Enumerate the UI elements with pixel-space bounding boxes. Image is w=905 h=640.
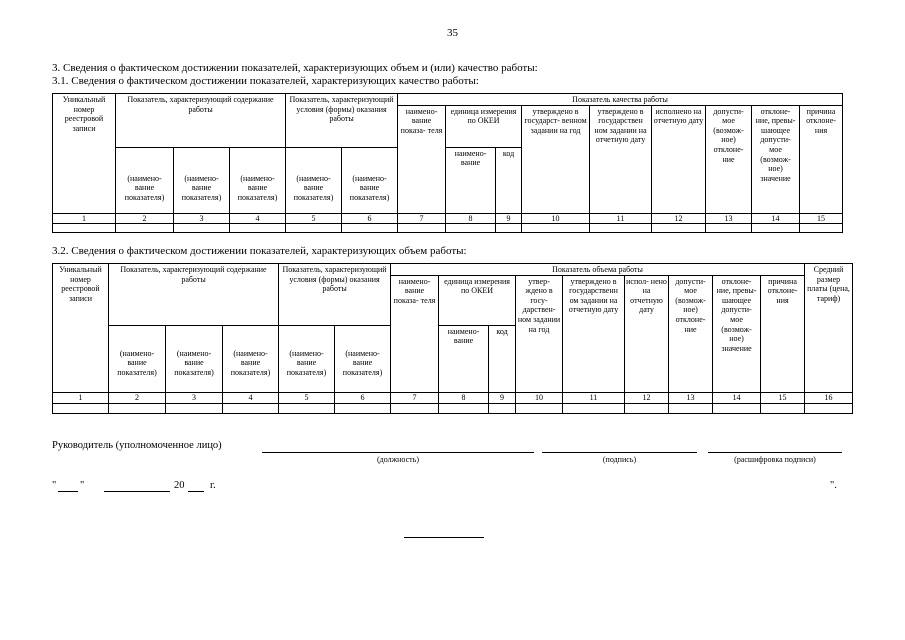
unit-name-header: наимено- вание xyxy=(439,325,489,392)
data-cell[interactable] xyxy=(761,403,805,413)
column-number: 11 xyxy=(563,392,625,403)
sub-name-header: (наимено- вание показателя) xyxy=(223,325,279,392)
column-number: 9 xyxy=(496,213,522,223)
data-cell[interactable] xyxy=(713,403,761,413)
sub-name-header: (наимено- вание показателя) xyxy=(230,147,286,213)
data-cell[interactable] xyxy=(398,223,446,232)
column-number: 2 xyxy=(116,213,174,223)
data-cell[interactable] xyxy=(805,403,853,413)
column-number: 4 xyxy=(223,392,279,403)
data-cell[interactable] xyxy=(53,403,109,413)
sub-name-header: (наимено- вание показателя) xyxy=(116,147,174,213)
executed-header: исполнено на отчетную дату xyxy=(652,105,706,213)
volume-table xyxy=(52,263,853,414)
conditions-indicator-header: Показатель, характеризующий условия (формы) оказания работы xyxy=(286,94,398,148)
okei-unit-header: единица измерения по ОКЕИ xyxy=(439,275,516,325)
day-field[interactable] xyxy=(58,491,78,492)
trailing-quote: ". xyxy=(830,480,837,491)
section-3-1-heading: 3.1. Сведения о фактическом достижении показателей, характеризующих качество работы: xyxy=(52,75,479,87)
approved-year-header: утвер- ждено в госу- дарствен- ном задании на год xyxy=(516,275,563,392)
exceeding-deviation-header: отклоне- ние, превы- шающее допусти- мое (возмож- ное) значение xyxy=(752,105,800,213)
approved-year-header: утверждено в государст- венном задании на год xyxy=(522,105,590,213)
average-price-header: Средний размер платы (цена, тариф) xyxy=(805,264,853,393)
column-number: 12 xyxy=(625,392,669,403)
data-cell[interactable] xyxy=(652,223,706,232)
column-number: 7 xyxy=(391,392,439,403)
data-cell[interactable] xyxy=(342,223,398,232)
data-cell[interactable] xyxy=(174,223,230,232)
data-cell[interactable] xyxy=(53,223,116,232)
column-number: 11 xyxy=(590,213,652,223)
column-number: 5 xyxy=(286,213,342,223)
data-cell[interactable] xyxy=(439,403,489,413)
column-number: 3 xyxy=(166,392,223,403)
okei-unit-header: единица измерения по ОКЕИ xyxy=(446,105,522,147)
table-row xyxy=(53,403,853,413)
column-number: 14 xyxy=(713,392,761,403)
page-number: 35 xyxy=(447,27,458,39)
column-number: 8 xyxy=(446,213,496,223)
head-signature-label: Руководитель (уполномоченное лицо) xyxy=(52,440,222,451)
column-number: 16 xyxy=(805,392,853,403)
column-number: 10 xyxy=(522,213,590,223)
column-number: 6 xyxy=(335,392,391,403)
data-cell[interactable] xyxy=(279,403,335,413)
quality-table xyxy=(52,93,843,233)
column-number: 1 xyxy=(53,213,116,223)
column-number: 3 xyxy=(174,213,230,223)
data-cell[interactable] xyxy=(489,403,516,413)
deviation-reason-header: причина отклоне- ния xyxy=(800,105,843,213)
signature-line[interactable] xyxy=(542,452,697,453)
column-number: 15 xyxy=(800,213,843,223)
position-caption: (должность) xyxy=(377,455,419,464)
data-cell[interactable] xyxy=(496,223,522,232)
footer-divider xyxy=(404,537,484,538)
column-number: 2 xyxy=(109,392,166,403)
indicator-name-header: наимено- вание показа- теля xyxy=(391,275,439,392)
column-number: 9 xyxy=(489,392,516,403)
content-indicator-header: Показатель, характеризующий содержание работы xyxy=(109,264,279,326)
unit-name-header: наимено- вание xyxy=(446,147,496,213)
year-prefix: 20 xyxy=(174,480,185,491)
unit-code-header: код xyxy=(489,325,516,392)
column-number: 12 xyxy=(652,213,706,223)
column-number: 6 xyxy=(342,213,398,223)
allowed-deviation-header: допусти- мое (возмож- ное) отклоне- ние xyxy=(669,275,713,392)
sub-name-header: (наимено- вание показателя) xyxy=(174,147,230,213)
date-open-quote: " xyxy=(52,480,57,491)
column-number: 13 xyxy=(706,213,752,223)
executed-header: испол- нено на отчетную дату xyxy=(625,275,669,392)
sub-name-header: (наимено- вание показателя) xyxy=(286,147,342,213)
data-cell[interactable] xyxy=(335,403,391,413)
data-cell[interactable] xyxy=(166,403,223,413)
table-row xyxy=(53,223,843,232)
sub-name-header: (наимено- вание показателя) xyxy=(109,325,166,392)
unique-number-header: Уникальный номер реестровой записи xyxy=(53,264,109,393)
column-number: 8 xyxy=(439,392,489,403)
year-suffix: г. xyxy=(210,480,216,491)
column-number: 1 xyxy=(53,392,109,403)
approved-report-date-header: утверждено в государственн ом задании на отчетную дату xyxy=(563,275,625,392)
deviation-reason-header: причина отклоне- ния xyxy=(761,275,805,392)
data-cell[interactable] xyxy=(286,223,342,232)
data-cell[interactable] xyxy=(446,223,496,232)
quality-group-header: Показатель качества работы xyxy=(398,94,843,106)
approved-report-date-header: утверждено в государствен ном задании на отчетную дату xyxy=(590,105,652,213)
position-line[interactable] xyxy=(262,452,534,453)
exceeding-deviation-header: отклоне- ние, превы- шающее допусти- мое (возмож- ное) значение xyxy=(713,275,761,392)
column-number: 4 xyxy=(230,213,286,223)
month-field[interactable] xyxy=(104,491,170,492)
sub-name-header: (наимено- вание показателя) xyxy=(342,147,398,213)
date-close-quote: " xyxy=(80,480,85,491)
section-3-heading: 3. Сведения о фактическом достижении показателей, характеризующих объем и (или) качество работы: xyxy=(52,62,538,74)
column-number: 15 xyxy=(761,392,805,403)
data-cell[interactable] xyxy=(706,223,752,232)
section-3-2-heading: 3.2. Сведения о фактическом достижении показателей, характеризующих объем работы: xyxy=(52,245,467,257)
data-cell[interactable] xyxy=(522,223,590,232)
data-cell[interactable] xyxy=(800,223,843,232)
data-cell[interactable] xyxy=(625,403,669,413)
data-cell[interactable] xyxy=(563,403,625,413)
year-field[interactable] xyxy=(188,491,204,492)
data-cell[interactable] xyxy=(752,223,800,232)
column-number: 5 xyxy=(279,392,335,403)
column-number: 10 xyxy=(516,392,563,403)
decoding-caption: (расшифровка подписи) xyxy=(734,455,816,464)
data-cell[interactable] xyxy=(516,403,563,413)
indicator-name-header: наимено- вание показа- теля xyxy=(398,105,446,213)
column-number: 14 xyxy=(752,213,800,223)
data-cell[interactable] xyxy=(590,223,652,232)
allowed-deviation-header: допусти- мое (возмож- ное) отклоне- ние xyxy=(706,105,752,213)
column-number: 13 xyxy=(669,392,713,403)
sub-name-header: (наимено- вание показателя) xyxy=(335,325,391,392)
signature-caption: (подпись) xyxy=(602,455,637,464)
data-cell[interactable] xyxy=(391,403,439,413)
data-cell[interactable] xyxy=(109,403,166,413)
conditions-indicator-header: Показатель, характеризующий условия (формы) оказания работы xyxy=(279,264,391,326)
data-cell[interactable] xyxy=(116,223,174,232)
sub-name-header: (наимено- вание показателя) xyxy=(166,325,223,392)
decoding-line[interactable] xyxy=(708,452,842,453)
sub-name-header: (наимено- вание показателя) xyxy=(279,325,335,392)
unique-number-header: Уникальный номер реестровой записи xyxy=(53,94,116,214)
column-number: 7 xyxy=(398,213,446,223)
volume-group-header: Показатель объема работы xyxy=(391,264,805,276)
data-cell[interactable] xyxy=(230,223,286,232)
unit-code-header: код xyxy=(496,147,522,213)
data-cell[interactable] xyxy=(223,403,279,413)
content-indicator-header: Показатель, характеризующий содержание работы xyxy=(116,94,286,148)
data-cell[interactable] xyxy=(669,403,713,413)
